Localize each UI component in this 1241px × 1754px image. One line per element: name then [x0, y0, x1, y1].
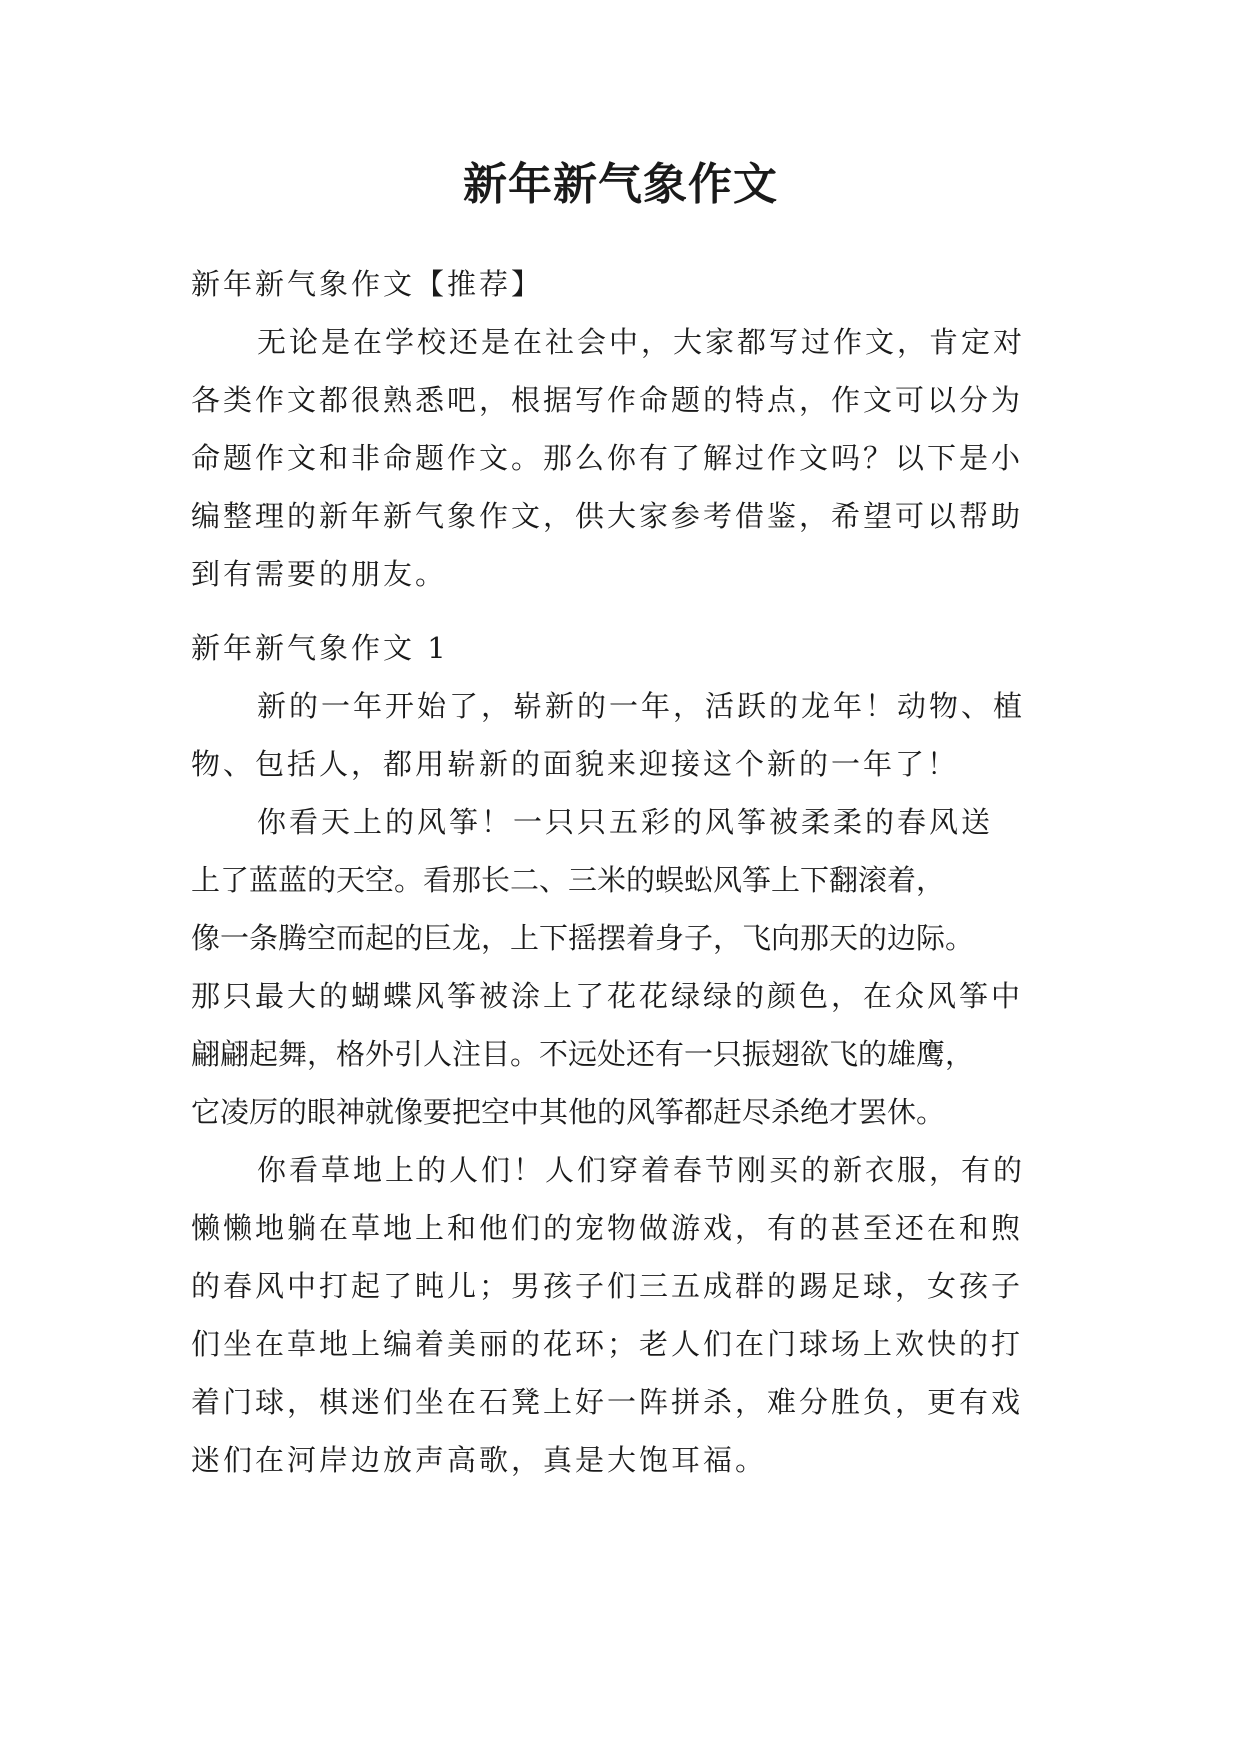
paragraph-line: 们坐在草地上编着美丽的花环；老人们在门球场上欢快的打: [191, 1327, 1024, 1361]
intro-line: 编整理的新年新气象作文，供大家参考借鉴，希望可以帮助: [191, 499, 1024, 533]
paragraph-line: 着门球，棋迷们坐在石凳上好一阵拼杀，难分胜负，更有戏: [191, 1385, 1024, 1419]
intro-line: 命题作文和非命题作文。那么你有了解过作文吗？以下是小: [191, 441, 1024, 475]
paragraph-line: 的春风中打起了盹儿；男孩子们三五成群的踢足球，女孩子: [191, 1269, 1024, 1303]
paragraph-line: 物、包括人，都用崭新的面貌来迎接这个新的一年了！: [191, 747, 960, 781]
intro-line: 无论是在学校还是在社会中，大家都写过作文，肯定对: [257, 325, 1026, 359]
paragraph-line: 它凌厉的眼神就像要把空中其他的风筝都赶尽杀绝才罢休。: [191, 1095, 946, 1129]
paragraph-line: 迷们在河岸边放声高歌，真是大饱耳福。: [191, 1443, 768, 1477]
paragraph-line: 懒懒地躺在草地上和他们的宠物做游戏，有的甚至还在和煦: [191, 1211, 1024, 1245]
document-title: 新年新气象作文: [463, 159, 778, 210]
paragraph-line: 像一条腾空而起的巨龙，上下摇摆着身子，飞向那天的边际。: [191, 921, 975, 955]
paragraph-line: 你看草地上的人们！人们穿着春节刚买的新衣服，有的: [257, 1153, 1026, 1187]
paragraph-line: 新的一年开始了，崭新的一年，活跃的龙年！动物、植: [257, 689, 1026, 723]
intro-section: [191, 255, 1061, 603]
intro-line: 到有需要的朋友。: [191, 557, 448, 591]
paragraph-line: 那只最大的蝴蝶风筝被涂上了花花绿绿的颜色，在众风筝中: [191, 979, 1024, 1013]
intro-heading: 新年新气象作文【推荐】: [191, 267, 544, 301]
paragraph-line: 上了蓝蓝的天空。看那长二、三米的蜈蚣风筝上下翻滚着，: [191, 863, 946, 897]
paragraph-line: 你看天上的风筝！一只只五彩的风筝被柔柔的春风送: [257, 805, 994, 839]
intro-line: 各类作文都很熟悉吧，根据写作命题的特点，作文可以分为: [191, 383, 1024, 417]
essay-heading: 新年新气象作文 1: [191, 631, 449, 665]
essay-section: [191, 619, 1061, 1489]
paragraph-line: 翩翩起舞，格外引人注目。不远处还有一只振翅欲飞的雄鹰，: [191, 1037, 975, 1071]
